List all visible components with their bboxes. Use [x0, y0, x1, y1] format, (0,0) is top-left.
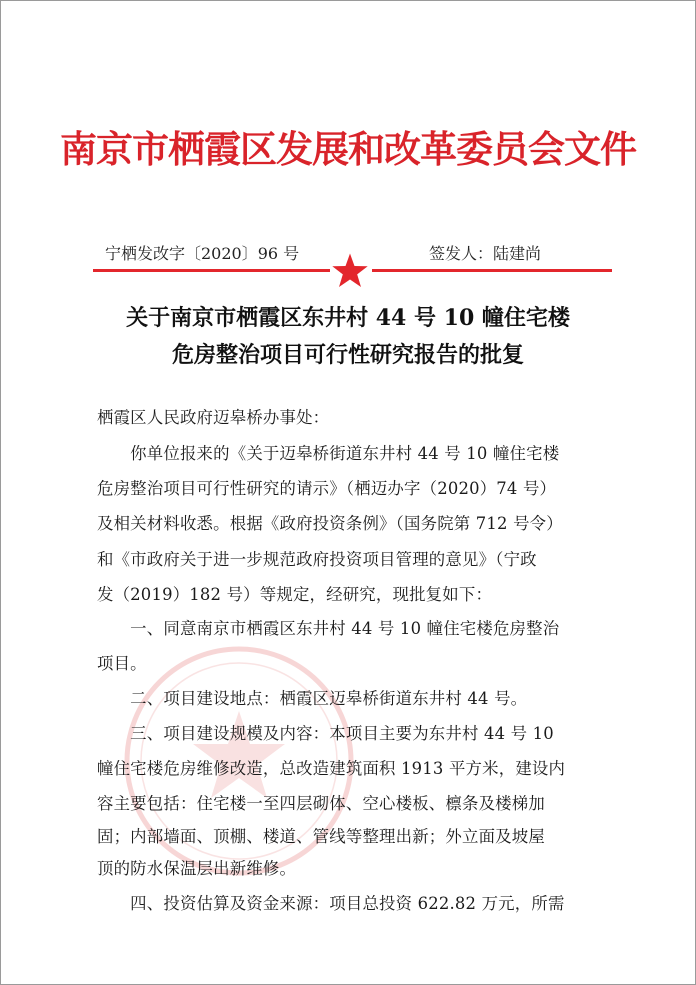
body-line: 幢住宅楼危房维修改造，总改造建筑面积 1913 平方米，建设内 — [97, 759, 566, 778]
red-divider-right — [372, 269, 612, 272]
document-title-line-1: 关于南京市栖霞区东井村 44 号 10 幢住宅楼 — [126, 305, 570, 331]
body-line: 及相关材料收悉。根据《政府投资条例》（国务院第 712 号令） — [97, 514, 563, 533]
red-star-icon — [331, 252, 369, 290]
body-line: 三、项目建设规模及内容：本项目主要为东井村 44 号 10 — [97, 724, 554, 743]
issuing-authority-title: 南京市栖霞区发展和改革委员会文件 — [60, 127, 636, 171]
body-line: 你单位报来的《关于迈皋桥街道东井村 44 号 10 幢住宅楼 — [97, 444, 560, 463]
red-divider-left — [93, 269, 330, 272]
body-line: 和《市政府关于进一步规范政府投资项目管理的意见》（宁政 — [97, 550, 537, 569]
body-line: 二、项目建设地点：栖霞区迈皋桥街道东井村 44 号。 — [97, 689, 528, 708]
body-line: 栖霞区人民政府迈皋桥办事处： — [97, 408, 330, 427]
body-line: 项目。 — [97, 654, 147, 673]
body-line: 危房整治项目可行性研究的请示》（栖迈办字（2020）74 号） — [97, 479, 557, 498]
body-line: 容主要包括：住宅楼一至四层砌体、空心楼板、檩条及楼梯加 — [97, 794, 545, 813]
body-line: 固；内部墙面、顶棚、楼道、管线等整理出新；外立面及坡屋 — [97, 827, 545, 846]
document-number: 宁栖发改字〔2020〕96 号 — [105, 244, 300, 263]
body-line: 发（2019）182 号）等规定，经研究，现批复如下： — [97, 585, 493, 604]
signer-label: 签发人：陆建尚 — [429, 244, 542, 263]
body-line: 四、投资估算及资金来源：项目总投资 622.82 万元，所需 — [97, 894, 565, 913]
body-line: 一、同意南京市栖霞区东井村 44 号 10 幢住宅楼危房整治 — [97, 619, 560, 638]
document-title-line-2: 危房整治项目可行性研究报告的批复 — [171, 342, 524, 368]
body-line: 顶的防水保温层出新维修。 — [97, 859, 297, 878]
